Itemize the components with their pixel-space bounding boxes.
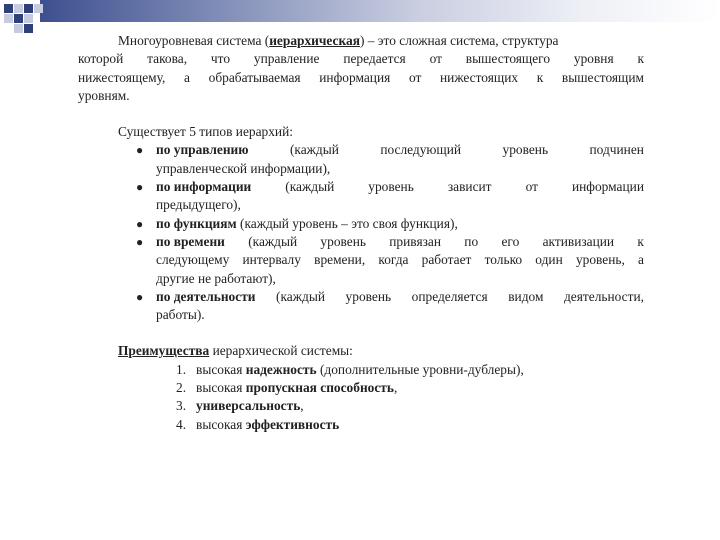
item-number: 3. bbox=[176, 398, 187, 414]
type-name: по деятельности bbox=[156, 288, 256, 304]
type-line: управленческой информации), bbox=[156, 160, 331, 176]
type-word: от bbox=[525, 179, 538, 195]
intro-word: что bbox=[210, 51, 231, 67]
type-word: по bbox=[464, 233, 479, 249]
intro-word: информация bbox=[319, 69, 391, 85]
intro-word: управление bbox=[253, 51, 320, 67]
type-word: а bbox=[638, 252, 644, 268]
type-word: один bbox=[535, 252, 563, 268]
type-line: предыдущего), bbox=[156, 197, 241, 213]
intro-word: от bbox=[408, 69, 422, 85]
advantages-title-rest: иерархической системы: bbox=[212, 343, 353, 359]
intro-line-4: уровням. bbox=[78, 87, 130, 103]
list-item bbox=[78, 416, 644, 434]
header-gradient-bar bbox=[40, 0, 720, 22]
type-line: другие не работают), bbox=[156, 270, 276, 286]
type-word: уровень bbox=[345, 288, 392, 304]
list-item bbox=[78, 178, 644, 215]
list-item bbox=[78, 141, 644, 178]
intro-word: нижестоящему, bbox=[78, 69, 166, 85]
item-bold: надежность bbox=[245, 361, 317, 377]
type-name: по времени bbox=[156, 233, 225, 249]
list-item bbox=[78, 397, 644, 415]
type-word: когда bbox=[378, 252, 409, 268]
type-word: видом bbox=[508, 288, 544, 304]
type-line bbox=[156, 251, 644, 269]
type-line: работы). bbox=[156, 307, 205, 323]
type-word: следующему bbox=[156, 252, 230, 268]
type-word: только bbox=[484, 252, 523, 268]
type-name: по управлению bbox=[156, 142, 249, 158]
intro-line1-rest: – это сложная система, структура bbox=[367, 33, 559, 48]
intro-word: такова, bbox=[147, 51, 188, 67]
intro-word: от bbox=[429, 51, 442, 67]
type-word: последующий bbox=[380, 142, 462, 158]
intro-word: обрабатываемая bbox=[208, 69, 301, 85]
type-description: (каждый уровень – это своя функция), bbox=[239, 215, 458, 231]
type-word: к bbox=[637, 233, 644, 249]
bullet-icon: ● bbox=[136, 180, 144, 195]
deco-square bbox=[24, 4, 33, 13]
intro-word: уровня bbox=[573, 51, 614, 67]
type-word: его bbox=[501, 233, 520, 249]
item-bold: универсальность bbox=[196, 398, 301, 414]
deco-square bbox=[14, 24, 23, 33]
intro-word: которой bbox=[78, 51, 124, 67]
type-word: деятельности, bbox=[563, 288, 644, 304]
type-word: времени, bbox=[314, 252, 366, 268]
bullet-icon: ● bbox=[136, 234, 144, 249]
type-word: зависит bbox=[447, 179, 492, 195]
item-post: , bbox=[393, 380, 398, 396]
type-word: активизации bbox=[542, 233, 615, 249]
list-item bbox=[78, 361, 644, 379]
type-line bbox=[156, 141, 644, 159]
intro-word: а bbox=[184, 69, 190, 85]
type-word: подчинен bbox=[589, 142, 644, 158]
deco-square bbox=[4, 4, 13, 13]
type-word: (каждый bbox=[289, 142, 339, 158]
list-item bbox=[78, 288, 644, 325]
types-title: Существует 5 типов иерархий: bbox=[118, 124, 293, 140]
item-pre: высокая bbox=[196, 361, 243, 377]
type-line bbox=[156, 288, 644, 306]
type-line bbox=[156, 215, 644, 233]
type-word: уровень bbox=[368, 179, 414, 195]
deco-square bbox=[24, 14, 33, 23]
type-line bbox=[156, 233, 644, 251]
type-name: по информации bbox=[156, 179, 252, 195]
item-pre: высокая bbox=[196, 416, 243, 432]
list-item bbox=[78, 215, 644, 233]
item-pre: высокая bbox=[196, 380, 243, 396]
type-word: информации bbox=[571, 179, 644, 195]
item-post: , bbox=[300, 398, 304, 414]
intro-term-bold: иерархическая bbox=[269, 33, 360, 48]
deco-square bbox=[14, 14, 23, 23]
intro-word: передается bbox=[343, 51, 406, 67]
intro-word: вышестоящим bbox=[561, 69, 644, 85]
deco-square bbox=[4, 14, 13, 23]
type-word: (каждый bbox=[285, 179, 335, 195]
type-word: (каждый bbox=[248, 233, 298, 249]
type-word: работает bbox=[421, 252, 472, 268]
deco-square bbox=[24, 24, 33, 33]
item-number: 1. bbox=[176, 361, 187, 377]
type-word: уровень bbox=[320, 233, 366, 249]
item-number: 4. bbox=[176, 416, 187, 432]
type-word: (каждый bbox=[276, 288, 325, 304]
type-word: привязан bbox=[389, 233, 441, 249]
document-page bbox=[78, 32, 644, 434]
type-word: уровень bbox=[502, 142, 549, 158]
intro-line-3 bbox=[78, 69, 644, 87]
intro-word: вышестоящего bbox=[465, 51, 551, 67]
bullet-icon: ● bbox=[136, 143, 144, 158]
deco-square bbox=[14, 4, 23, 13]
item-number: 2. bbox=[176, 380, 187, 396]
intro-word: нижестоящих bbox=[439, 69, 519, 85]
deco-square bbox=[34, 4, 43, 13]
advantages-list bbox=[78, 361, 644, 434]
item-post: (дополнительные уровни-дублеры), bbox=[319, 361, 524, 377]
intro-line-2 bbox=[78, 50, 644, 68]
intro-line-1: Многоуровневая система (иерархическая) – это сложная система, структура bbox=[118, 33, 559, 48]
type-word: уровень, bbox=[575, 252, 625, 268]
item-bold: пропускная способность bbox=[245, 380, 394, 396]
advantages-title bbox=[118, 342, 644, 360]
type-name: по функциям bbox=[156, 215, 237, 231]
intro-word: к bbox=[536, 69, 544, 85]
bullet-icon: ● bbox=[136, 289, 144, 304]
item-bold: эффективность bbox=[245, 416, 340, 432]
intro-word: к bbox=[637, 51, 644, 67]
bullet-icon: ● bbox=[136, 216, 144, 231]
advantages-title-underlined: Преимущества bbox=[118, 343, 210, 359]
intro-paragraph bbox=[78, 32, 644, 105]
intro-term: Многоуровневая система bbox=[118, 33, 262, 48]
type-word: интервалу bbox=[242, 252, 301, 268]
type-line bbox=[156, 178, 644, 196]
type-word: определяется bbox=[411, 288, 488, 304]
list-item bbox=[78, 379, 644, 397]
list-item bbox=[78, 233, 644, 288]
types-list bbox=[78, 141, 644, 324]
